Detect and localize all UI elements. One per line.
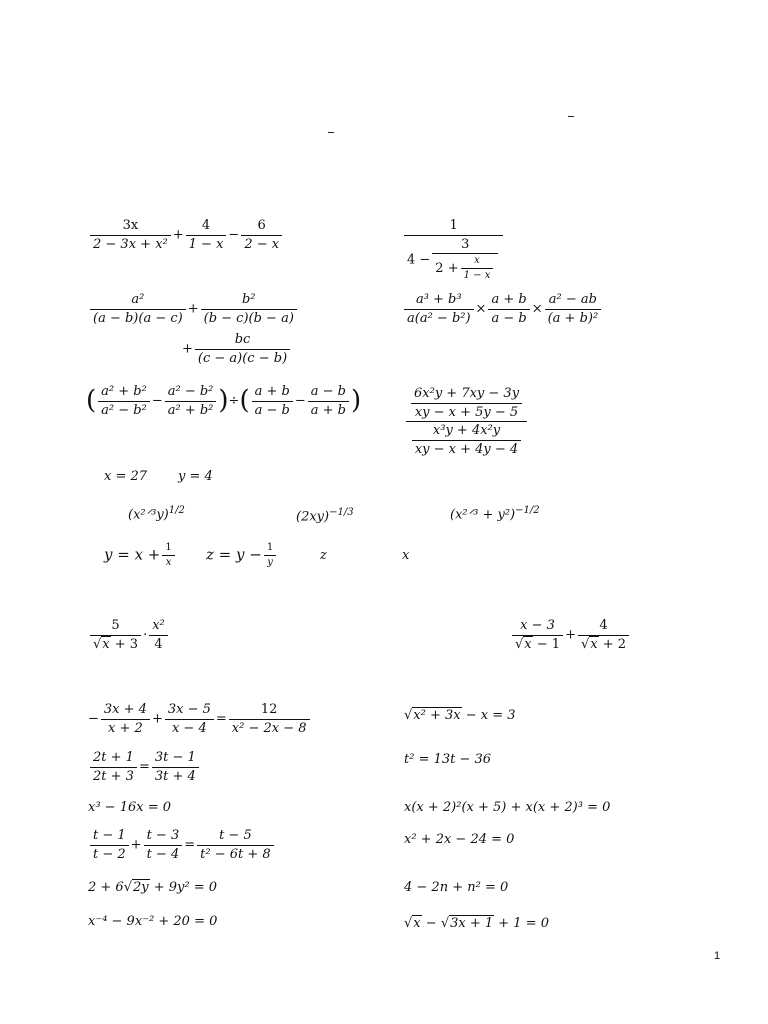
numerator: 3 bbox=[461, 236, 470, 252]
denominator-rest: − 1 bbox=[532, 636, 561, 652]
base: (x²ᐟ³ + y²) bbox=[450, 507, 516, 523]
denominator: t − 2 bbox=[90, 845, 129, 863]
denominator: a(a² − b²) bbox=[404, 309, 474, 327]
denominator-lead: 2 + bbox=[435, 261, 459, 277]
denominator-rest: + 3 bbox=[110, 636, 139, 652]
denominator: xy − x + 4y − 4 bbox=[412, 440, 521, 458]
numerator: 3t − 1 bbox=[154, 750, 196, 765]
equation-9: 2 + 6√2y + 9y² = 0 bbox=[88, 880, 218, 895]
denominator: 4 bbox=[149, 635, 168, 653]
numerator: 3x bbox=[122, 218, 139, 233]
denominator: x − 4 bbox=[165, 719, 214, 737]
expression-power-2 bbox=[296, 507, 354, 525]
operator: − bbox=[228, 227, 240, 243]
operator: × bbox=[531, 301, 543, 317]
numerator: 1 bbox=[266, 542, 274, 553]
denominator: (b − c)(b − a) bbox=[201, 309, 297, 327]
operator: − bbox=[294, 393, 306, 409]
radicand: x bbox=[413, 916, 421, 931]
denominator: t² − 6t + 8 bbox=[197, 845, 274, 863]
given-x: x = 27 bbox=[104, 469, 148, 484]
operator: − bbox=[421, 916, 441, 931]
substitution-y bbox=[104, 542, 177, 569]
denominator: (a + b)² bbox=[545, 309, 602, 327]
denominator: x bbox=[162, 555, 174, 569]
mark-dash bbox=[328, 132, 334, 133]
numerator: t − 1 bbox=[93, 828, 126, 843]
operator: − bbox=[151, 393, 163, 409]
equation-lead: y = x + bbox=[104, 545, 161, 564]
paren: ) bbox=[218, 385, 229, 416]
operator: − bbox=[88, 711, 99, 727]
denominator: a + b bbox=[308, 401, 349, 419]
variable-x: x bbox=[402, 548, 410, 563]
operator: = bbox=[184, 837, 196, 853]
equation-6: x(x + 2)²(x + 5) + x(x + 2)³ = 0 bbox=[404, 800, 611, 815]
numerator: x bbox=[474, 255, 480, 267]
equation-rest: + 1 = 0 bbox=[494, 916, 549, 931]
radicand: 3x + 1 bbox=[450, 916, 494, 931]
numerator: a³ + b³ bbox=[415, 292, 462, 307]
denominator: 2t + 3 bbox=[90, 767, 137, 785]
expression-power-1 bbox=[128, 505, 185, 523]
operator: + bbox=[187, 301, 199, 317]
denominator: y bbox=[264, 555, 276, 569]
denominator: a² + b² bbox=[165, 401, 217, 419]
operator: × bbox=[475, 301, 487, 317]
operator: + bbox=[172, 227, 184, 243]
given-y: y = 4 bbox=[178, 469, 213, 484]
exponent: 1/2 bbox=[168, 505, 185, 516]
operator: = bbox=[215, 711, 227, 727]
expression-complex-fraction bbox=[402, 218, 505, 282]
expression-simplify-3-continued bbox=[182, 332, 292, 366]
expression-product bbox=[402, 292, 603, 326]
substitution-z bbox=[206, 542, 278, 569]
expression-simplify-1 bbox=[88, 218, 284, 252]
expression-radical-sum: $\frac{x - 3}{√x - 1}$ + $\frac{4}{√x + 2}$ bbox=[510, 618, 631, 652]
numerator: a² bbox=[131, 292, 145, 307]
base: (2xy) bbox=[296, 509, 330, 525]
denominator: xy − x + 5y − 5 bbox=[411, 403, 522, 421]
equation-3 bbox=[88, 750, 201, 784]
denominator: x + 2 bbox=[101, 719, 150, 737]
denominator-lead: 4 − bbox=[407, 251, 431, 267]
variable-z: z bbox=[320, 548, 327, 563]
base: (x²ᐟ³y) bbox=[128, 507, 169, 523]
numerator: a² − b² bbox=[167, 384, 214, 399]
operator: + bbox=[151, 711, 163, 727]
denominator-rest: + 2 bbox=[598, 636, 627, 652]
numerator: 5 bbox=[111, 618, 120, 633]
numerator: 1 bbox=[165, 542, 172, 553]
equation-11: x⁻⁴ − 9x⁻² + 20 = 0 bbox=[88, 914, 218, 929]
radicand: x bbox=[102, 636, 110, 652]
numerator: 4 bbox=[201, 218, 211, 233]
equation-rest: + 9y² = 0 bbox=[149, 880, 218, 895]
denominator: x² − 2x − 8 bbox=[229, 719, 310, 737]
radicand: x bbox=[590, 636, 598, 652]
operator: · bbox=[143, 627, 148, 643]
expression-power-3 bbox=[450, 505, 540, 523]
numerator: x − 3 bbox=[520, 618, 555, 633]
radicand: x² + 3x bbox=[413, 708, 461, 723]
denominator: 3t + 4 bbox=[152, 767, 199, 785]
denominator: 1 − x bbox=[461, 268, 494, 282]
operator: + bbox=[565, 627, 576, 643]
denominator: a − b bbox=[252, 401, 293, 419]
numerator: a² + b² bbox=[101, 384, 147, 399]
denominator: 2 − 3x + x² bbox=[90, 235, 171, 253]
equation-rest: − x = 3 bbox=[461, 708, 516, 723]
equation-1 bbox=[88, 702, 312, 736]
numerator: x² bbox=[152, 618, 165, 633]
radicand: 2y bbox=[133, 880, 149, 895]
page-number: 1 bbox=[714, 950, 721, 962]
numerator: 2t + 1 bbox=[93, 750, 134, 765]
equation-4: t² = 13t − 36 bbox=[404, 752, 492, 767]
numerator: x³y + 4x²y bbox=[432, 423, 501, 439]
numerator: 6x²y + 7xy − 3y bbox=[414, 386, 520, 401]
equation-lead: z = y − bbox=[206, 545, 262, 564]
numerator: 6 bbox=[257, 218, 266, 233]
equation-2: √x² + 3x − x = 3 bbox=[404, 708, 516, 723]
numerator: a² − ab bbox=[548, 292, 597, 307]
radicand: x bbox=[524, 636, 532, 652]
expression-radical-product: $\frac{5}{√x + 3}$ · $\frac{\text{x²}}{4}$ bbox=[88, 618, 170, 652]
numerator: 12 bbox=[260, 702, 278, 717]
numerator: a + b bbox=[254, 384, 290, 399]
denominator: (c − a)(c − b) bbox=[195, 349, 290, 367]
denominator: (a − b)(a − c) bbox=[90, 309, 186, 327]
numerator: t − 3 bbox=[146, 828, 180, 843]
numerator: a − b bbox=[310, 384, 346, 399]
numerator: bc bbox=[234, 332, 251, 347]
numerator: b² bbox=[241, 292, 256, 307]
operator: ÷ bbox=[228, 393, 240, 409]
operator: = bbox=[138, 759, 150, 775]
equation-12: √x − √3x + 1 + 1 = 0 bbox=[404, 916, 549, 931]
numerator: a + b bbox=[491, 292, 527, 307]
paren: ( bbox=[86, 385, 97, 416]
paren: ) bbox=[350, 385, 362, 416]
equation-5: x³ − 16x = 0 bbox=[88, 800, 172, 815]
equation-7 bbox=[88, 828, 276, 862]
numerator: 3x − 5 bbox=[167, 702, 211, 717]
denominator: a² − b² bbox=[98, 401, 150, 419]
equation-10: 4 − 2n + n² = 0 bbox=[404, 880, 509, 895]
equation-8: x² + 2x − 24 = 0 bbox=[404, 832, 515, 847]
operator: + bbox=[182, 341, 193, 357]
exponent: −1/3 bbox=[329, 507, 354, 518]
denominator: 2 − x bbox=[241, 235, 282, 253]
denominator: 1 − x bbox=[186, 235, 227, 253]
expression-quotient bbox=[86, 384, 361, 418]
exponent: −1/2 bbox=[515, 505, 540, 516]
expression-simplify-3 bbox=[88, 292, 299, 326]
numerator: 1 bbox=[449, 218, 458, 233]
denominator: t − 4 bbox=[144, 845, 183, 863]
denominator: a − b bbox=[488, 309, 529, 327]
numerator: 3x + 4 bbox=[103, 702, 147, 717]
paren: ( bbox=[239, 385, 250, 416]
expression-stacked-fraction bbox=[404, 386, 529, 457]
equation-lead: 2 + 6 bbox=[88, 880, 124, 895]
mark-dash bbox=[568, 116, 574, 117]
numerator: t − 5 bbox=[219, 828, 252, 843]
numerator: 4 bbox=[599, 618, 608, 633]
operator: + bbox=[130, 837, 142, 853]
